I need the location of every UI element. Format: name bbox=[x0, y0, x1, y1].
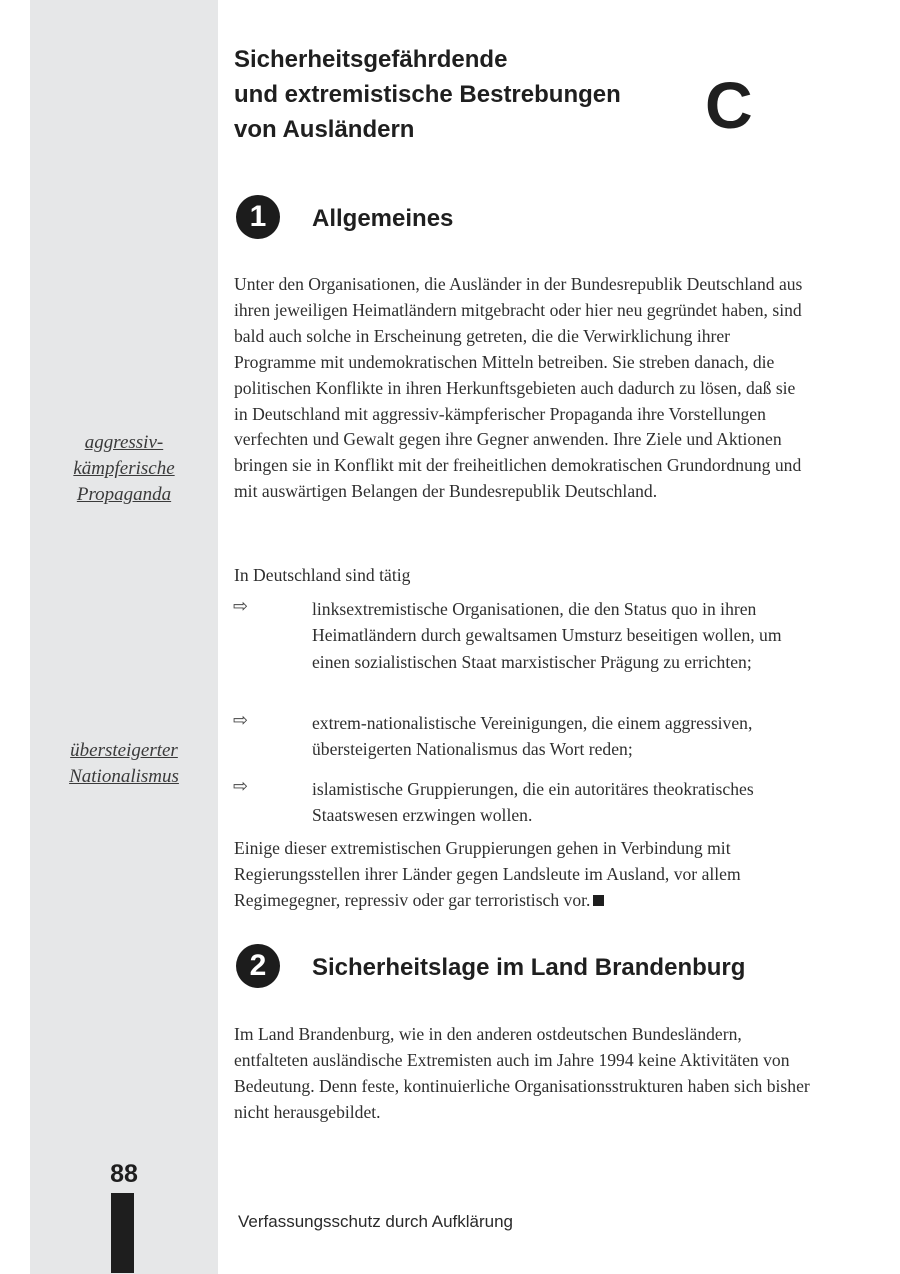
margin-note-nationalismus bbox=[30, 738, 218, 790]
chapter-title-line: und extremistische Bestrebungen bbox=[234, 81, 621, 108]
margin-note-propaganda bbox=[30, 430, 218, 508]
arrow-right-outline-icon: ⇨ bbox=[233, 776, 249, 797]
list-item: extrem-nationalistische Vereinigungen, die einem aggressiven, übersteigerten Nationalismus das Wort reden; bbox=[312, 713, 753, 760]
arrow-right-outline-icon: ⇨ bbox=[233, 710, 249, 731]
section-number-badge: 1 bbox=[236, 195, 280, 239]
margin-note-line: kämpferische bbox=[73, 458, 175, 479]
arrow-right-outline-icon: ⇨ bbox=[233, 596, 249, 617]
section-number-badge: 2 bbox=[236, 944, 280, 988]
end-square-icon bbox=[593, 895, 604, 906]
chapter-title-line: von Ausländern bbox=[234, 116, 415, 143]
body-paragraph: Unter den Organisationen, die Ausländer in der Bundesrepublik Deutschland aus ihren jeweiligen Heimatländern mitgebracht oder hier neu gegründet haben, sind bald auch solche in Erscheinung getreten, die die Verwirklichung ihrer Programme mit undemokratischen Mitteln betreiben. Sie streben danach, die politischen Konflikte in ihren Herkunftsgebieten auch dadurch zu lösen, daß sie in Deutschland mit aggressiv-kämpferischer Propaganda ihre Vorstellungen verfechten und Gewalt gegen ihre Gegner anwenden. Ihre Ziele und Aktionen bringen sie in Konflikt mit der freiheitlichen demokratischen Grundordnung und mit auswärtigen Belangen der Bundesrepublik Deutschland. bbox=[234, 274, 803, 502]
chapter-letter: C bbox=[705, 68, 753, 142]
list-item: linksextremistische Organisationen, die den Status quo in ihren Heimatländern durch gewaltsamen Umsturz beseitigen wollen, um einen sozialistischen Staat marxistischer Prägung zu errichten; bbox=[312, 599, 782, 672]
margin-note-line: Propaganda bbox=[76, 484, 172, 505]
body-paragraph: Im Land Brandenburg, wie in den anderen ostdeutschen Bundesländern, entfalteten ausländische Extremisten auch im Jahre 1994 keine Aktivitäten von Bedeutung. Denn feste, kontinuierliche Organisationsstrukturen haben sich bisher nicht herausgebildet. bbox=[234, 1024, 810, 1122]
chapter-title bbox=[234, 42, 694, 147]
margin-note-line: Nationalismus bbox=[69, 766, 179, 787]
chapter-title-line: Sicherheitsgefährdende bbox=[234, 46, 508, 73]
margin-column bbox=[30, 0, 218, 1274]
list-intro: In Deutschland sind tätig bbox=[234, 565, 411, 585]
list-item: islamistische Gruppierungen, die ein autoritäres theokratisches Staatswesen erzwingen wollen. bbox=[312, 779, 754, 826]
page-number: 88 bbox=[110, 1160, 138, 1188]
page-marker-bar bbox=[111, 1193, 134, 1273]
closing-paragraph bbox=[234, 836, 812, 914]
margin-note-line: aggressiv- bbox=[84, 432, 164, 453]
footer-text: Verfassungsschutz durch Aufklärung bbox=[238, 1212, 513, 1231]
section-title: Allgemeines bbox=[312, 205, 454, 232]
closing-text: Einige dieser extremistischen Gruppierungen gehen in Verbindung mit Regierungsstellen ihrer Länder gegen Landsleute im Ausland, vor allem Regimegegner, repressiv oder gar terroristisch vor. bbox=[234, 838, 741, 910]
margin-note-line: übersteigerter bbox=[70, 740, 178, 761]
section-title: Sicherheitslage im Land Brandenburg bbox=[312, 954, 746, 981]
